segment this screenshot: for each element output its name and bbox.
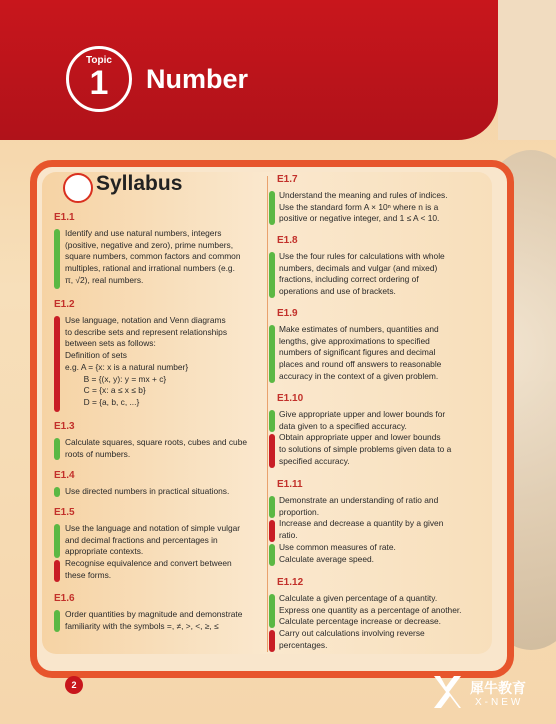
topic-label: Topic	[86, 55, 112, 66]
page-number: 2	[65, 676, 83, 694]
section-code-e1-8: E1.8	[277, 235, 298, 246]
column-divider	[267, 176, 268, 652]
section-text-e1-4: Use directed numbers in practical situations.	[65, 486, 230, 496]
section-text-e1-11: Demonstrate an understanding of ratio and proportion. Increase and decrease a quantity by a given ratio. Use common measures of rate. Calculate average speed.	[279, 495, 444, 564]
section-bar-e1-11c	[269, 544, 275, 566]
section-bar-e1-12a	[269, 594, 275, 628]
section-bar-e1-2	[54, 316, 60, 412]
logo-text-cn: 犀牛教育	[470, 680, 526, 696]
section-text-e1-9: Make estimates of numbers, quantities and lengths, give approximations to specified numbers of significant figures and decimal places and round off answers to reasonable accuracy in the context of a given problem.	[279, 324, 442, 381]
section-code-e1-12: E1.12	[277, 577, 304, 588]
section-bar-e1-11b	[269, 520, 275, 542]
section-text-e1-6: Order quantities by magnitude and demonstrate familiarity with the symbols =, ≠, >, <, ≥, ≤	[65, 609, 243, 631]
section-text-e1-8: Use the four rules for calculations with whole numbers, decimals and vulgar (and mixed) fractions, including correct ordering of operations and use of brackets.	[279, 251, 445, 297]
section-text-e1-2: Use language, notation and Venn diagrams to describe sets and represent relationships between sets as follows: Definition of sets e.g. A = {x: x is a natural number} B = {(x, y): y = mx + c} C = {x: a ≤ x ≤ b} D = {a, b, c, ...}	[65, 315, 228, 407]
section-text-e1-7: Understand the meaning and rules of indices. Use the standard form A × 10ⁿ where n is a positive or negative integer, and 1 ≤ A < 10.	[279, 190, 448, 224]
topic-badge	[66, 46, 132, 112]
section-bar-e1-11a	[269, 496, 275, 518]
section-bar-e1-4	[54, 487, 60, 497]
section-bar-e1-5b	[54, 560, 60, 582]
section-code-e1-6: E1.6	[54, 593, 75, 604]
logo-text-en: X-NEW	[475, 697, 524, 708]
section-bar-e1-9	[269, 325, 275, 383]
section-bar-e1-7	[269, 191, 275, 225]
section-bar-e1-10b	[269, 434, 275, 468]
section-code-e1-1: E1.1	[54, 212, 75, 223]
section-code-e1-9: E1.9	[277, 308, 298, 319]
section-bar-e1-8	[269, 252, 275, 298]
section-bar-e1-10a	[269, 410, 275, 432]
section-text-e1-1: Identify and use natural numbers, integers (positive, negative and zero), prime numbers, square numbers, common factors and common multiples, rational and irrational numbers (e.g. π, √2), real numbers.	[65, 228, 241, 285]
section-bar-e1-5a	[54, 524, 60, 558]
section-bar-e1-1	[54, 229, 60, 289]
section-bar-e1-12b	[269, 630, 275, 652]
section-code-e1-5: E1.5	[54, 507, 75, 518]
section-code-e1-4: E1.4	[54, 470, 75, 481]
x-new-logo-icon	[432, 672, 462, 712]
syllabus-circle-icon	[63, 173, 93, 203]
section-text-e1-5: Use the language and notation of simple vulgar and decimal fractions and percentages in appropriate contexts. Recognise equivalence and convert between these forms.	[65, 523, 241, 580]
section-bar-e1-6	[54, 610, 60, 632]
section-code-e1-10: E1.10	[277, 393, 304, 404]
topic-number: 1	[89, 64, 109, 102]
syllabus-title: Syllabus	[96, 172, 183, 195]
section-code-e1-11: E1.11	[277, 479, 303, 490]
section-text-e1-10: Give appropriate upper and lower bounds for data given to a specified accuracy. Obtain appropriate upper and lower bounds to solutions of simple problems given data to a specified accuracy.	[279, 409, 452, 466]
section-code-e1-3: E1.3	[54, 421, 75, 432]
section-bar-e1-3	[54, 438, 60, 460]
section-code-e1-2: E1.2	[54, 299, 75, 310]
header-right-strip	[498, 0, 556, 140]
section-text-e1-3: Calculate squares, square roots, cubes and cube roots of numbers.	[65, 437, 248, 459]
chapter-title: Number	[146, 64, 249, 94]
section-text-e1-12: Calculate a given percentage of a quantity. Express one quantity as a percentage of another. Calculate percentage increase or decrease. Carry out calculations involving reverse percentages.	[279, 593, 462, 650]
section-code-e1-7: E1.7	[277, 174, 298, 185]
